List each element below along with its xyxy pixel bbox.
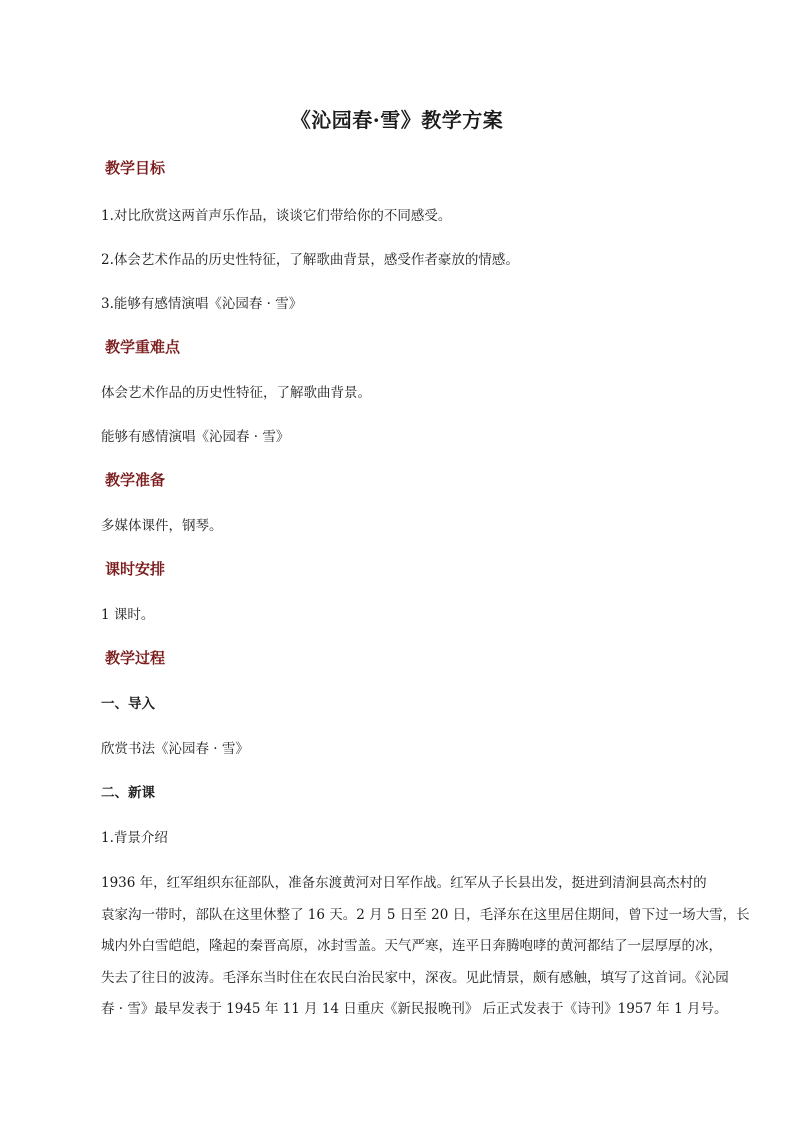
goal-item-3: 3.能够有感情演唱《沁园春 · 雪》 [101,296,303,312]
process-part2-sub: 1.背景介绍 [101,830,168,846]
schedule-text: 1 课时。 [101,607,155,623]
page-title: 《沁园春·雪》教学方案 [290,108,504,132]
paragraph-line: 袁家沟一带时，部队在这里休整了 16 天。2 月 5 日至 20 日，毛泽东在这里居住期间，曾下过一场大雪，长 [101,906,750,923]
paragraph-line: 1936 年，红军组织东征部队，准备东渡黄河对日军作战。红军从子长县出发，挺进到清涧县高杰村的 [101,875,707,891]
goal-item-1: 1.对比欣赏这两首声乐作品，谈谈它们带给你的不同感受。 [101,208,452,224]
process-part2-title: 二、新课 [101,785,155,801]
process-part1-title: 一、导入 [101,696,155,712]
heading-key-points: 教学重难点 [105,338,181,356]
background-paragraph [101,868,750,1026]
paragraph-line: 失去了往日的波涛。毛泽东当时住在农民白治民家中，深夜。见此情景，颇有感触，填写了这首词。《沁园 [101,969,729,986]
process-part1-text: 欣赏书法《沁园春 · 雪》 [101,741,249,757]
heading-schedule: 课时安排 [105,560,166,578]
key-point-2: 能够有感情演唱《沁园春 · 雪》 [101,429,290,445]
heading-preparation: 教学准备 [105,471,166,489]
paragraph-line: 城内外白雪皑皑，隆起的秦晋高原，冰封雪盖。天气严寒，连平日奔腾咆哮的黄河都结了一层厚厚的冰， [101,938,722,954]
preparation-text: 多媒体课件，钢琴。 [101,518,223,534]
key-point-1: 体会艺术作品的历史性特征，了解歌曲背景。 [101,385,371,401]
heading-process: 教学过程 [105,649,166,667]
paragraph-line: 春 · 雪》最早发表于 1945 年 11 月 14 日重庆《新民报晚刊》 后正式发表于《诗刊》1957 年 1 月号。 [101,1001,728,1017]
goal-item-2: 2.体会艺术作品的历史性特征，了解歌曲背景，感受作者豪放的情感。 [101,252,519,268]
heading-teaching-goals: 教学目标 [105,159,166,177]
